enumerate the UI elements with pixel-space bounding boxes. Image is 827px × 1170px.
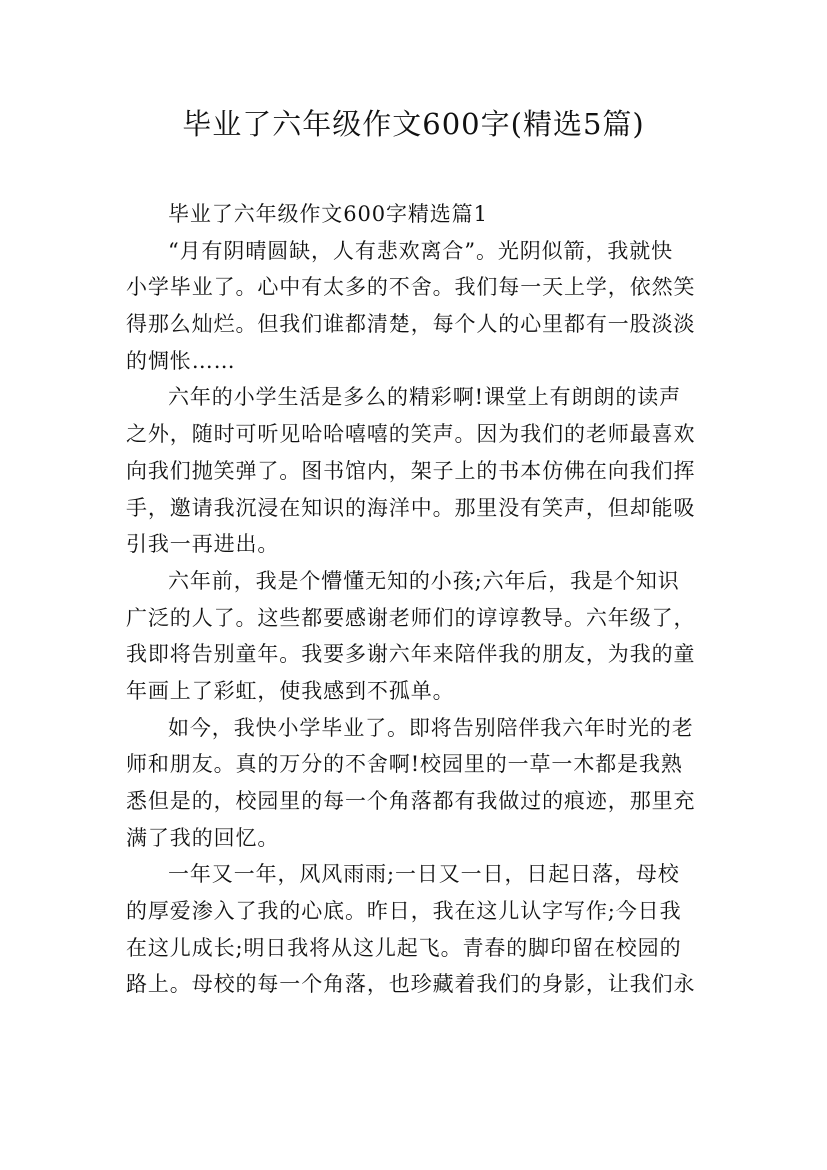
text-line: 毕业了六年级作文600字精选篇1 bbox=[168, 202, 488, 226]
text-line: 在这儿成长;明日我将从这儿起飞。青春的脚印留在校园的 bbox=[126, 935, 682, 960]
text-line: 引我一再进出。 bbox=[126, 532, 280, 557]
document-title: 毕业了六年级作文600字(精选5篇) bbox=[182, 107, 645, 141]
text-line: 悉但是的，校园里的每一个角落都有我做过的痕迹，那里充 bbox=[126, 789, 696, 813]
text-line: 的厚爱渗入了我的心底。昨日，我在这儿认字写作;今日我 bbox=[126, 899, 682, 924]
text-line: 之外，随时可听见哈哈嘻嘻的笑声。因为我们的老师最喜欢 bbox=[126, 422, 696, 447]
text-line: 满了我的回忆。 bbox=[126, 825, 280, 850]
text-line: 的惆怅…… bbox=[126, 348, 236, 373]
text-line: 师和朋友。真的万分的不舍啊!校园里的一草一木都是我熟 bbox=[126, 752, 683, 777]
text-line: 我即将告别童年。我要多谢六年来陪伴我的朋友，为我的童 bbox=[126, 642, 696, 667]
text-line: 如今，我快小学毕业了。即将告别陪伴我六年时光的老 bbox=[168, 715, 694, 740]
text-line: 路上。母校的每一个角落，也珍藏着我们的身影，让我们永 bbox=[126, 972, 696, 997]
text-line: 一年又一年，风风雨雨;一日又一日，日起日落，母校 bbox=[168, 862, 680, 887]
text-line: 得那么灿烂。但我们谁都清楚，每个人的心里都有一股淡淡 bbox=[126, 312, 696, 337]
text-line: “月有阴晴圆缺，人有悲欢离合”。光阴似箭，我就快 bbox=[168, 238, 674, 263]
text-line: 广泛的人了。这些都要感谢老师们的谆谆教导。六年级了， bbox=[126, 605, 696, 630]
text-line: 六年的小学生活是多么的精彩啊!课堂上有朗朗的读声 bbox=[168, 385, 682, 410]
text-line: 年画上了彩虹，使我感到不孤单。 bbox=[126, 678, 455, 703]
document-body bbox=[126, 196, 706, 1003]
text-line: 小学毕业了。心中有太多的不舍。我们每一天上学，依然笑 bbox=[126, 275, 696, 300]
text-line: 六年前，我是个懵懂无知的小孩;六年后，我是个知识 bbox=[168, 568, 680, 593]
text-line: 手，邀请我沉浸在知识的海洋中。那里没有笑声，但却能吸 bbox=[126, 495, 696, 520]
text-line: 向我们抛笑弹了。图书馆内，架子上的书本仿佛在向我们挥 bbox=[126, 458, 696, 483]
